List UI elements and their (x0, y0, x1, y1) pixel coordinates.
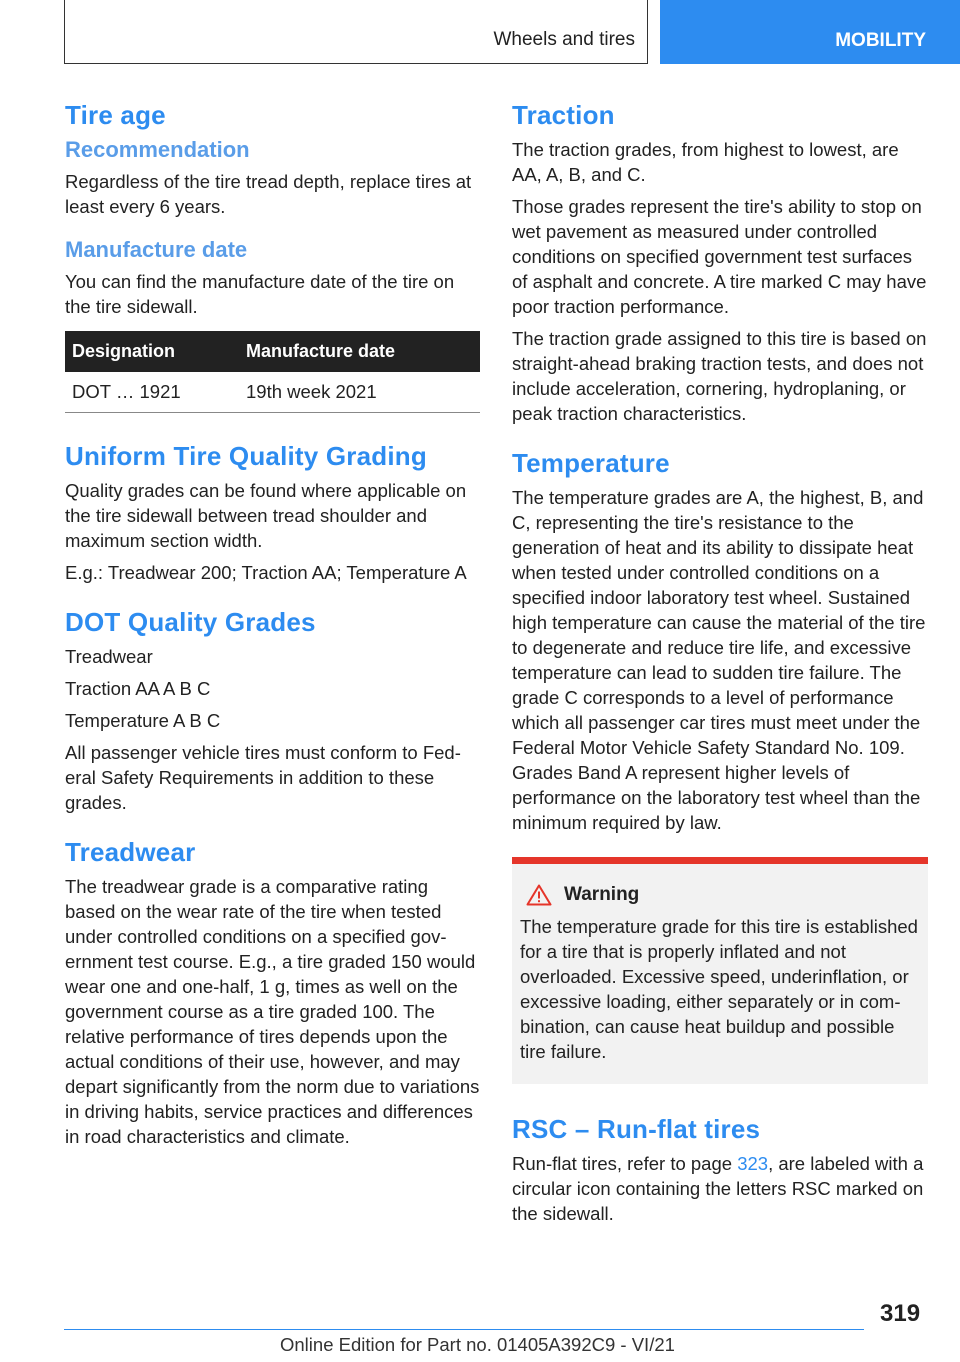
treadwear-text: The treadwear grade is a comparative rating based on the wear rate of the tire when tested under controlled conditions on a specified government test course. E.g., a tire graded 150 would wear one and one-half, 1 g, times as well on the government course as a tire graded 100. The relative performance of tires depends upon the actual conditions of their use, however, and may depart significantly from the norm due to variations in driving habits, service practices and differences in road characteristics and climate. (65, 876, 480, 1147)
temperature-text: The temperature grades are A, the highest, B, and C, representing the tire's resistance to the generation of heat and its ability to dissipate heat when tested under controlled conditions on a specified indoor laboratory test wheel. Sustained high temperature can cause the material of the tire to degenerate and reduce tire life, and excessive temperature can lead to sudden tire failure. The grade C corresponds to a level of performance which all passenger car tires must meet under the Federal Motor Vehicle Safety Standard No. 109. Grades Band A represent higher levels of performance on the laboratory test wheel than the minimum required by law. (512, 487, 926, 833)
traction-section (512, 100, 928, 426)
footer-edition: Online Edition for Part no. 01405A392C9 - VI/21 (280, 1334, 675, 1355)
table-header-row (65, 331, 480, 372)
dot-traction: Traction AA A B C (65, 678, 211, 699)
left-column (65, 100, 480, 1171)
warning-header (526, 884, 918, 906)
rsc-title: RSC – Run‑flat tires (512, 1114, 761, 1144)
dot-requirements-text: All passenger vehicle tires must conform to Federal Safety Requirements in addition to these grades. (65, 742, 461, 813)
table-header-manufacture-date: Manufacture date (239, 331, 480, 372)
treadwear-section (65, 837, 480, 1149)
treadwear-title: Treadwear (65, 837, 196, 867)
tire-age-section (65, 100, 480, 413)
table-cell-designation: DOT … 1921 (65, 372, 239, 413)
warning-box (512, 857, 928, 1084)
page-link-323[interactable]: 323 (737, 1153, 769, 1174)
warning-triangle-icon (526, 884, 552, 906)
traction-text-3: The traction grade assigned to this tire is based on straight-ahead braking traction tests, and does not include acceleration, cornering, hydroplaning, or peak traction characteristics. (512, 328, 927, 424)
page-number: 319 (880, 1300, 921, 1327)
dot-grades-title: DOT Quality Grades (65, 607, 316, 637)
temperature-section (512, 448, 928, 835)
rsc-section (512, 1114, 928, 1226)
recommendation-title: Recommendation (65, 137, 250, 162)
rsc-text-before: Run-flat tires, refer to page (512, 1153, 738, 1174)
right-column (512, 100, 928, 1248)
warning-text: The temperature grade for this tire is established for a tire that is properly inflated and not overloaded. Excessive speed, underinflation, or excessive loading, either separately or in combination, can cause heat buildup and possible tire failure. (520, 916, 918, 1062)
rsc-text (512, 1151, 928, 1226)
dot-treadwear: Treadwear (65, 646, 153, 667)
table-cell-manufacture-date: 19th week 2021 (239, 372, 480, 413)
manufacture-date-title: Manufacture date (65, 237, 248, 262)
traction-text-2: Those grades represent the tire's ability to stop on wet pavement as measured under controlled conditions on specified government test surfaces of asphalt and concrete. A tire marked C may have poor traction performance. (512, 196, 927, 317)
utqg-title: Uniform Tire Quality Grading (65, 441, 427, 471)
header-section (64, 0, 648, 64)
dot-temperature: Temperature A B C (65, 710, 221, 731)
manufacture-date-text: You can find the manufacture date of the tire on the tire sidewall. (65, 271, 455, 317)
warning-title: Warning (564, 884, 640, 905)
traction-text-1: The traction grades, from highest to lowest, are AA, A, B, and C. (512, 139, 899, 185)
header-section-label: Wheels and tires (493, 29, 635, 50)
table-row (65, 372, 480, 413)
manufacture-date-table (65, 331, 480, 413)
tire-age-title: Tire age (65, 100, 166, 130)
utqg-section (65, 441, 480, 585)
utqg-text-2: E.g.: Treadwear 200; Traction AA; Temperature A (65, 562, 467, 583)
traction-title: Traction (512, 100, 615, 130)
rsc-text-after: , are labeled with a circular icon containing the letters RSC marked on the sidewall. (512, 1153, 924, 1224)
table-header-designation: Designation (65, 331, 239, 372)
header-chapter-tab[interactable] (660, 0, 960, 64)
recommendation-text: Regardless of the tire tread depth, replace tires at least every 6 years. (65, 171, 472, 217)
footer-divider (64, 1329, 864, 1330)
utqg-text-1: Quality grades can be found where applicable on the tire sidewall between tread shoulder and maximum section width. (65, 480, 467, 551)
dot-grades-section (65, 607, 480, 815)
temperature-title: Temperature (512, 448, 670, 478)
header-chapter-label: MOBILITY (835, 30, 926, 51)
